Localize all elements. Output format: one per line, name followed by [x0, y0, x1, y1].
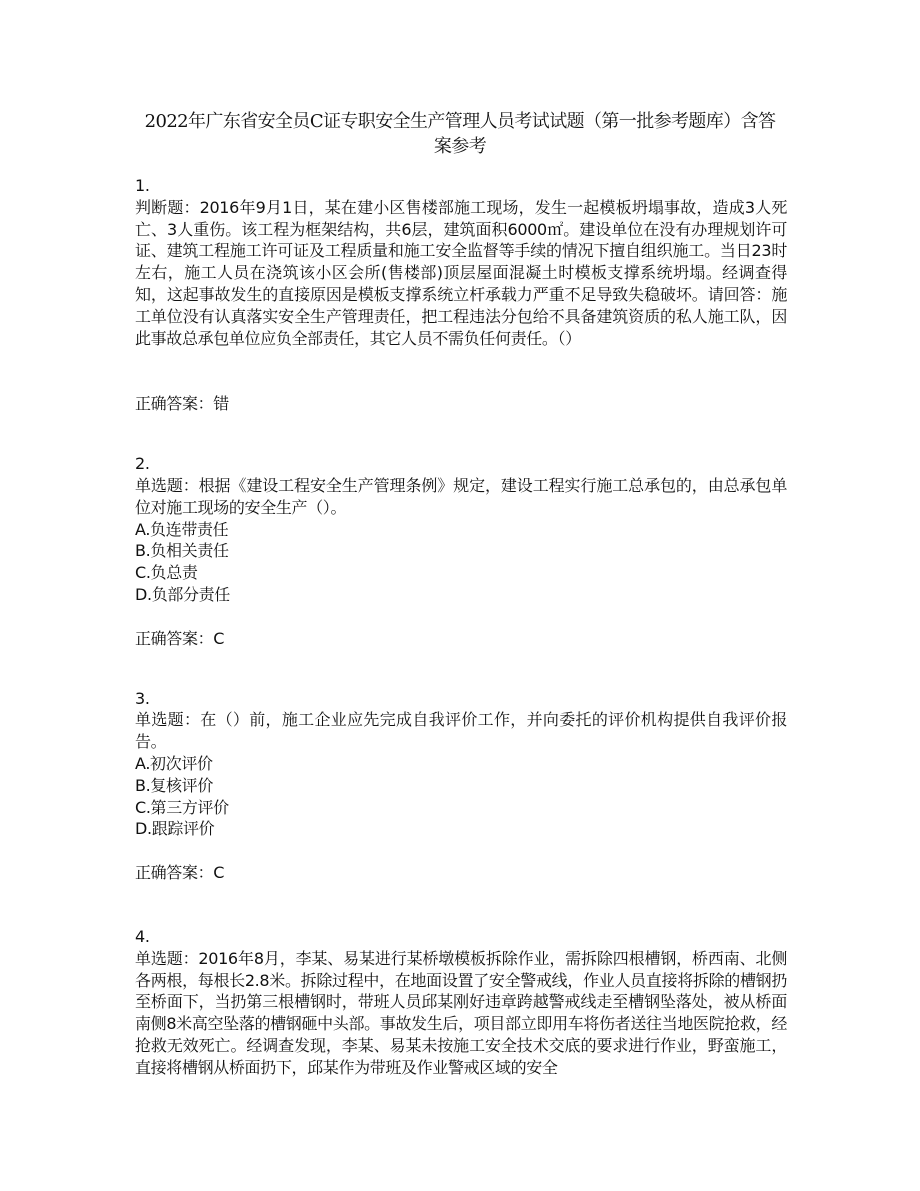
option-b: B.负相关责任	[135, 541, 229, 561]
title-line-2: 案参考	[433, 136, 487, 157]
question-number: 3.	[135, 688, 150, 708]
document-title	[110, 109, 810, 159]
question-text: 单选题：根据《建设工程安全生产管理条例》规定，建设工程实行施工总承包的，由总承包单位对施工现场的安全生产（）。	[135, 475, 787, 517]
question-number: 4.	[135, 926, 150, 946]
option-c: C.第三方评价	[135, 797, 229, 817]
option-d: D.跟踪评价	[135, 819, 215, 839]
question-1	[135, 175, 787, 415]
question-text: 单选题：在（）前，施工企业应先完成自我评价工作，并向委托的评价机构提供自我评价报告。	[135, 710, 787, 752]
correct-answer: 正确答案：C	[135, 863, 225, 883]
option-c: C.负总责	[135, 563, 198, 583]
option-a: A.负连带责任	[135, 519, 229, 539]
question-text: 单选题：2016年8月，李某、易某进行某桥墩模板拆除作业，需拆除四根槽钢，桥西南、北侧各两根，每根长2.8米。拆除过程中，在地面设置了安全警戒线，作业人员直接将拆除的槽钢扔至桥面下，当扔第三根槽钢时，带班人员邱某刚好违章跨越警戒线走至槽钢坠落处，被从桥面南侧8米高空坠落的槽钢砸中头部。事故发生后，项目部立即用车将伤者送往当地医院抢救，经抢救无效死亡。经调查发现，李某、易某未按施工安全技术交底的要求进行作业，野蛮施工，直接将槽钢从桥面扔下，邱某作为带班及作业警戒区域的安全	[135, 948, 787, 1077]
option-b: B.复核评价	[135, 775, 213, 795]
question-4	[135, 926, 787, 1079]
question-text: 判断题：2016年9月1日，某在建小区售楼部施工现场，发生一起模板坍塌事故，造成3人死亡、3人重伤。该工程为框架结构，共6层，建筑面积6000㎡。建设单位在没有办理规划许可证、建筑工程施工许可证及工程质量和施工安全监督等手续的情况下擅自组织施工。当日23时左右，施工人员在浇筑该小区会所(售楼部)顶层屋面混凝土时模板支撑系统坍塌。经调查得知，这起事故发生的直接原因是模板支撑系统立杆承载力严重不足导致失稳破坏。请回答：施工单位没有认真落实安全生产管理责任，把工程违法分包给不具备建筑资质的私人施工队，因此事故总承包单位应负全部责任，其它人员不需负任何责任。（）	[135, 197, 787, 348]
question-list	[135, 175, 787, 1079]
question-2	[135, 453, 787, 649]
correct-answer: 正确答案：C	[135, 628, 225, 648]
question-number: 1.	[135, 176, 150, 195]
option-d: D.负部分责任	[135, 584, 230, 604]
title-line-1: 2022年广东省安全员C证专职安全生产管理人员考试试题（第一批参考题库）含答	[144, 111, 776, 132]
question-number: 2.	[135, 454, 150, 474]
question-3	[135, 688, 787, 884]
correct-answer: 正确答案：错	[135, 394, 229, 414]
option-a: A.初次评价	[135, 753, 213, 773]
